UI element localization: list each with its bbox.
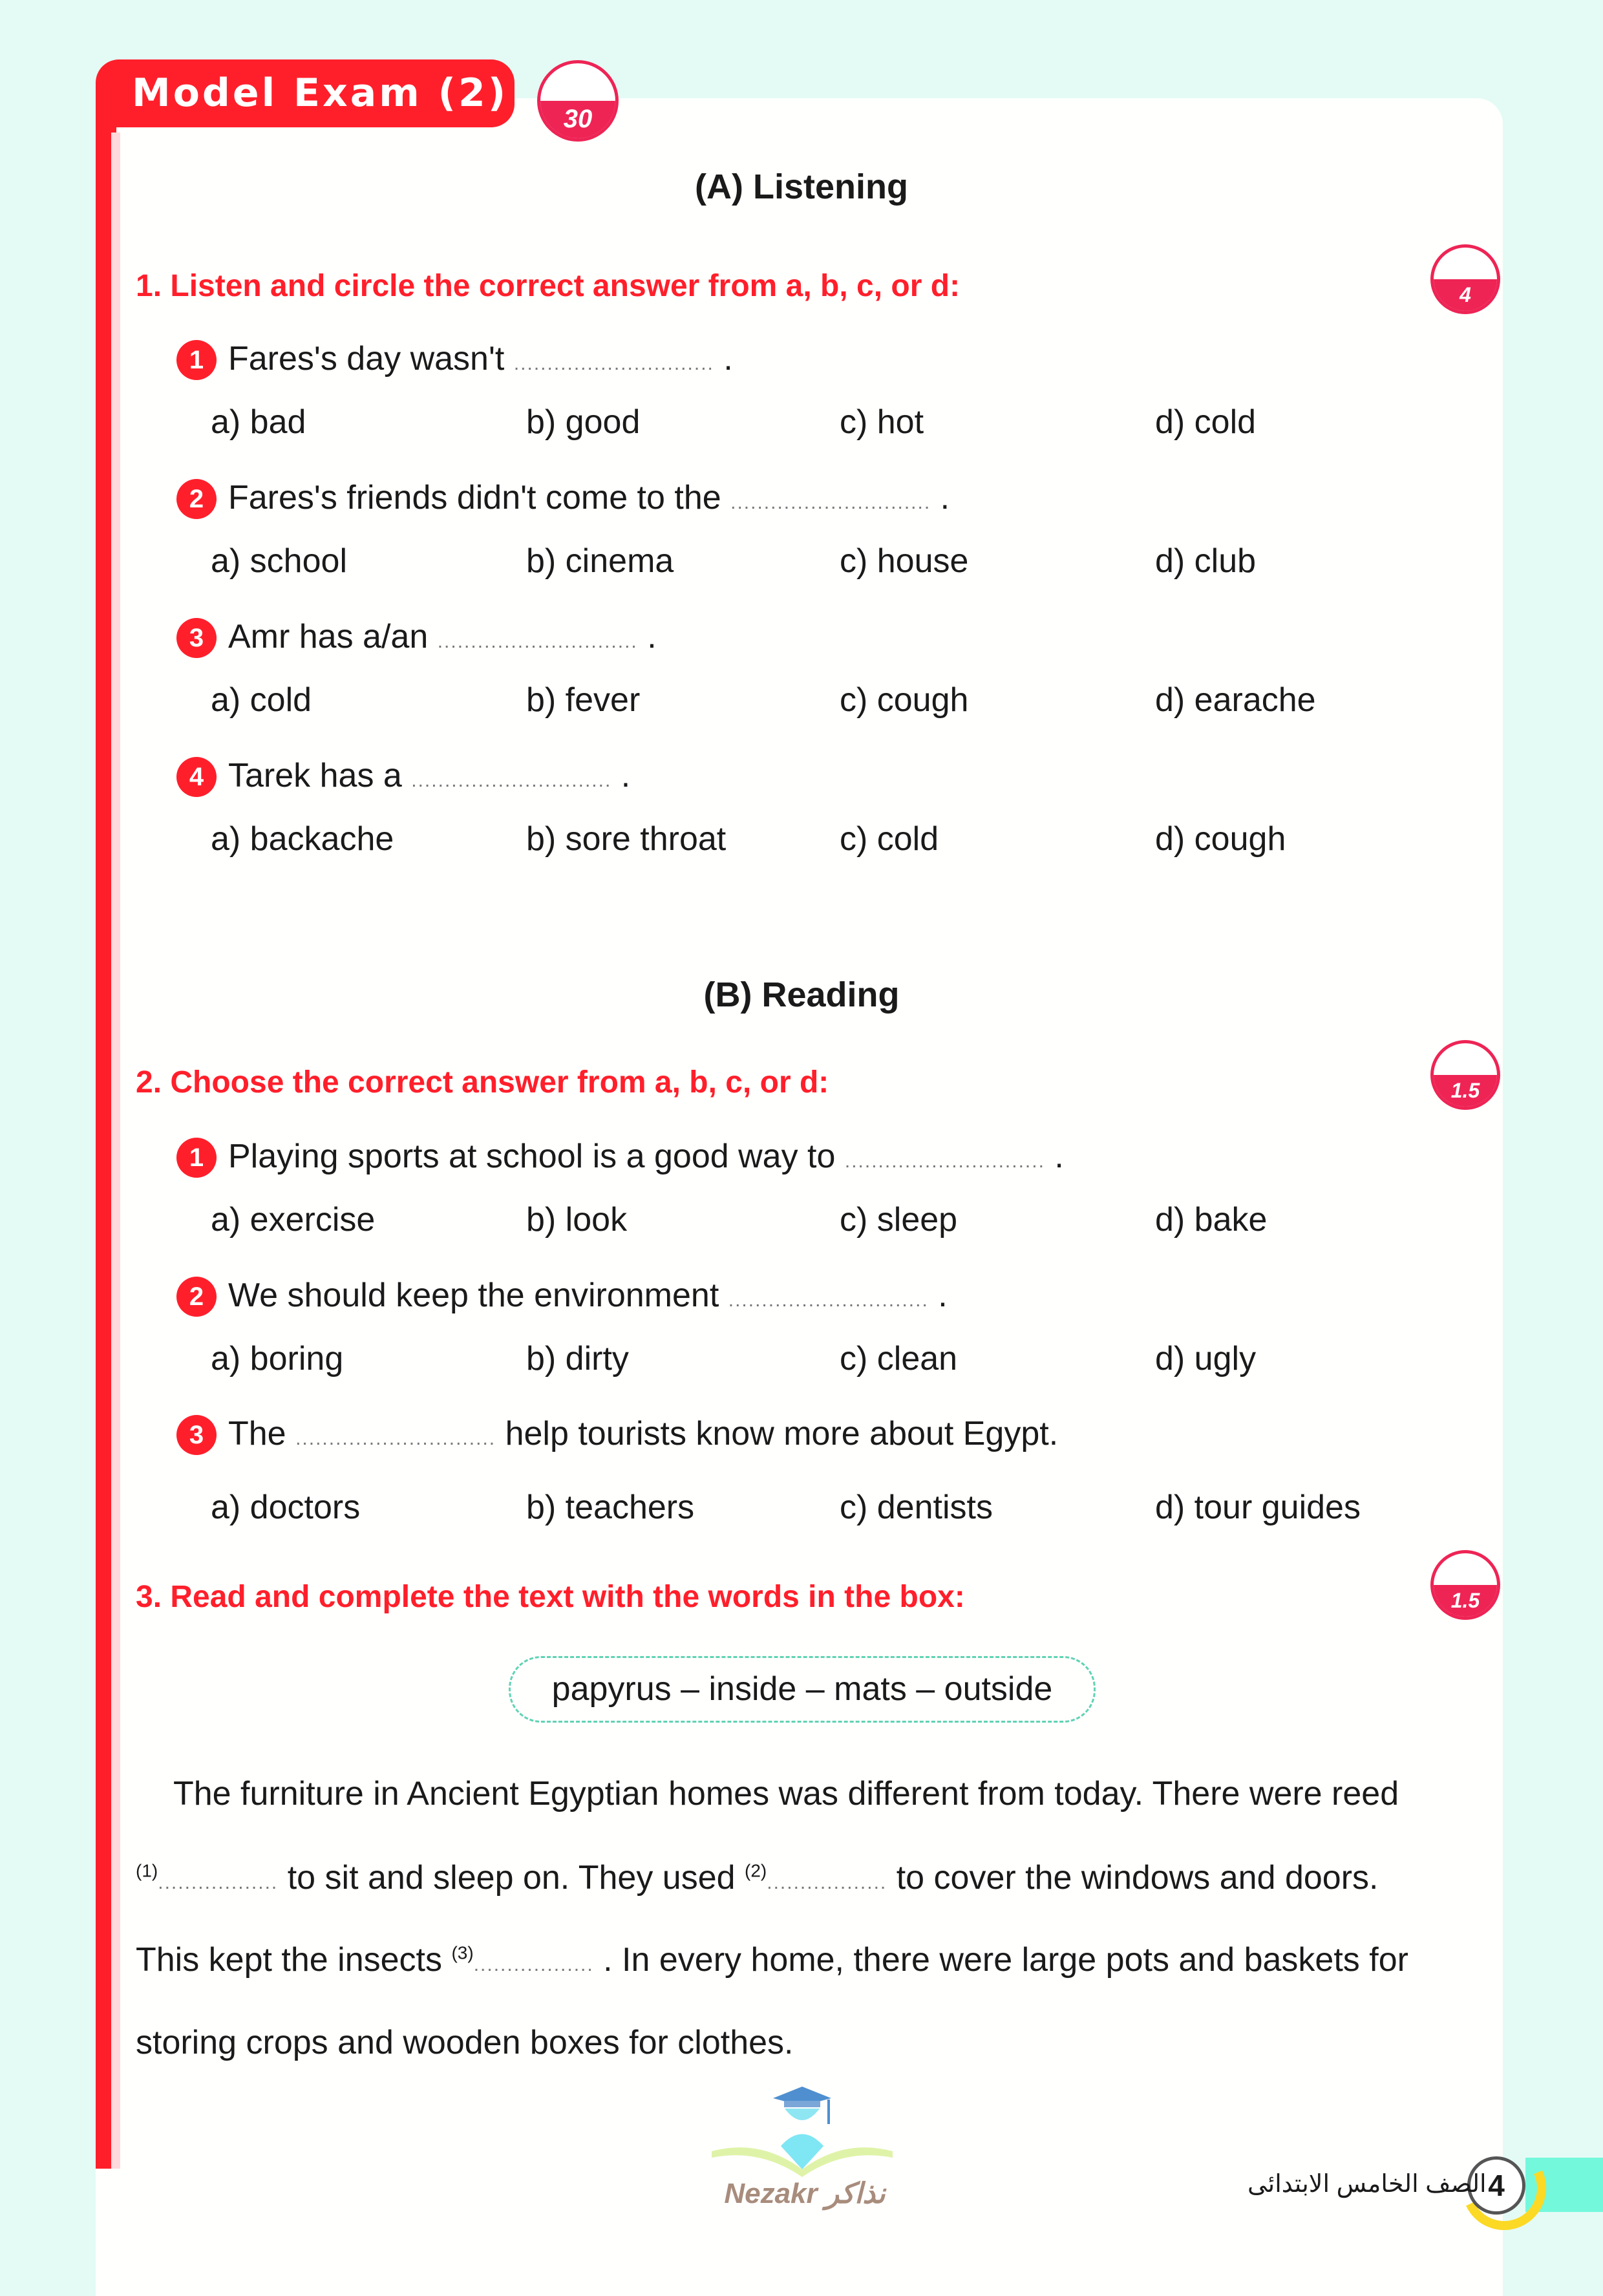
- answer-option[interactable]: d) cough: [1155, 820, 1286, 858]
- stem-text: Fares's day wasn't: [228, 340, 505, 377]
- item-number-badge: 1: [176, 340, 217, 380]
- blank-number-1: (1): [136, 1860, 158, 1881]
- answer-option[interactable]: a) doctors: [211, 1489, 361, 1526]
- item-number-badge: 3: [176, 618, 217, 658]
- answer-option[interactable]: d) tour guides: [1155, 1489, 1361, 1526]
- passage-text: to sit and sleep on. They used: [278, 1859, 745, 1897]
- stem-text: Fares's friends didn't come to the: [228, 479, 721, 516]
- answer-option[interactable]: b) dirty: [526, 1340, 629, 1377]
- answer-option[interactable]: a) exercise: [211, 1201, 376, 1238]
- answer-option[interactable]: d) ugly: [1155, 1340, 1257, 1377]
- stem-text: Amr has a/an: [228, 618, 429, 655]
- answer-option[interactable]: b) cinema: [526, 542, 674, 580]
- stem-text: The: [228, 1415, 286, 1452]
- blank-2[interactable]: ..................: [767, 1872, 887, 1893]
- answer-option[interactable]: d) earache: [1155, 681, 1316, 719]
- answer-option[interactable]: a) cold: [211, 681, 312, 719]
- answer-blank[interactable]: ..............................: [844, 1151, 1045, 1172]
- question-stem: [228, 1137, 1064, 1176]
- q1-score-badge: [1430, 244, 1500, 314]
- stem-text-end: .: [723, 340, 733, 377]
- answer-blank[interactable]: ..............................: [411, 770, 612, 791]
- total-score: 30: [563, 105, 593, 134]
- passage-text: This kept the insects: [136, 1941, 452, 1979]
- answer-option[interactable]: b) look: [526, 1201, 628, 1238]
- stem-text-end: help tourists know more about Egypt.: [505, 1415, 1059, 1452]
- stem-text-end: .: [621, 757, 631, 794]
- answer-option[interactable]: c) cold: [840, 820, 939, 858]
- word-box: papyrus – inside – mats – outside: [509, 1656, 1096, 1723]
- stem-text-end: .: [938, 1277, 948, 1314]
- total-score-badge: [537, 60, 619, 142]
- passage-text: to cover the windows and doors.: [887, 1859, 1379, 1897]
- blank-3[interactable]: ..................: [473, 1954, 594, 1975]
- stem-text: We should keep the environment: [228, 1277, 719, 1314]
- exam-title: Model Exam (2): [96, 59, 515, 127]
- passage-text: The furniture in Ancient Egyptian homes was different from today. There were reed: [173, 1775, 1399, 1812]
- stem-text-end: .: [647, 618, 657, 655]
- nezakr-logo-text: Nezakr نذاكر: [724, 2178, 886, 2209]
- blank-number-2: (2): [745, 1860, 767, 1881]
- question-stem: [228, 1276, 948, 1315]
- answer-option[interactable]: d) cold: [1155, 403, 1257, 441]
- answer-option[interactable]: c) dentists: [840, 1489, 993, 1526]
- blank-1[interactable]: ..................: [158, 1872, 279, 1893]
- question-stem: [228, 617, 657, 656]
- answer-blank[interactable]: ..............................: [513, 353, 714, 374]
- passage-line-3: [136, 1940, 1470, 1979]
- answer-blank[interactable]: ..............................: [728, 1290, 929, 1311]
- answer-option[interactable]: c) cough: [840, 681, 969, 719]
- question-stem: [228, 1414, 1058, 1453]
- left-accent-shadow: [111, 133, 120, 2169]
- answer-blank[interactable]: ..............................: [437, 631, 638, 652]
- passage-text: . In every home, there were large pots and baskets for: [593, 1941, 1408, 1979]
- q2-score: 1.5: [1450, 1079, 1480, 1103]
- item-number-badge: 2: [176, 479, 217, 519]
- stem-text-end: .: [1054, 1138, 1064, 1175]
- question-stem: [228, 478, 950, 517]
- answer-option[interactable]: c) sleep: [840, 1201, 958, 1238]
- answer-option[interactable]: b) fever: [526, 681, 641, 719]
- answer-option[interactable]: c) hot: [840, 403, 924, 441]
- item-number-badge: 1: [176, 1138, 217, 1178]
- q2-score-badge: [1430, 1040, 1500, 1110]
- stem-text: Tarek has a: [228, 757, 402, 794]
- answer-option[interactable]: d) club: [1155, 542, 1257, 580]
- answer-blank[interactable]: ..............................: [295, 1428, 496, 1449]
- answer-blank[interactable]: ..............................: [730, 492, 931, 513]
- question-stem: [228, 339, 733, 378]
- answer-option[interactable]: c) clean: [840, 1340, 958, 1377]
- q2-heading: 2. Choose the correct answer from a, b, c, or d:: [136, 1065, 829, 1100]
- q3-score: 1.5: [1450, 1589, 1480, 1613]
- question-stem: [228, 756, 630, 795]
- q3-score-badge: [1430, 1550, 1500, 1620]
- q3-heading: 3. Read and complete the text with the words in the box:: [136, 1580, 965, 1614]
- answer-option[interactable]: a) bad: [211, 403, 306, 441]
- answer-option[interactable]: b) sore throat: [526, 820, 727, 858]
- answer-option[interactable]: a) backache: [211, 820, 394, 858]
- answer-option[interactable]: c) house: [840, 542, 969, 580]
- stem-text-end: .: [940, 479, 950, 516]
- passage-line-4: [136, 2023, 1470, 2062]
- page-number: 4: [1467, 2156, 1525, 2215]
- answer-option[interactable]: b) good: [526, 403, 641, 441]
- item-number-badge: 4: [176, 757, 217, 797]
- grade-label: الصف الخامس الابتدائى: [1247, 2171, 1487, 2198]
- answer-option[interactable]: b) teachers: [526, 1489, 695, 1526]
- q1-score: 4: [1460, 283, 1471, 307]
- section-listening-title: (A) Listening: [695, 167, 908, 206]
- item-number-badge: 3: [176, 1415, 217, 1455]
- answer-option[interactable]: a) school: [211, 542, 347, 580]
- passage-line-1: [136, 1774, 1507, 1813]
- blank-number-3: (3): [451, 1942, 474, 1963]
- answer-option[interactable]: d) bake: [1155, 1201, 1268, 1238]
- passage-line-2: [136, 1858, 1470, 1897]
- item-number-badge: 2: [176, 1277, 217, 1317]
- stem-text: Playing sports at school is a good way to: [228, 1138, 836, 1175]
- q1-heading: 1. Listen and circle the correct answer from a, b, c, or d:: [136, 269, 961, 303]
- section-reading-title: (B) Reading: [703, 975, 900, 1014]
- passage-text: storing crops and wooden boxes for clothes.: [136, 2024, 794, 2061]
- answer-option[interactable]: a) boring: [211, 1340, 344, 1377]
